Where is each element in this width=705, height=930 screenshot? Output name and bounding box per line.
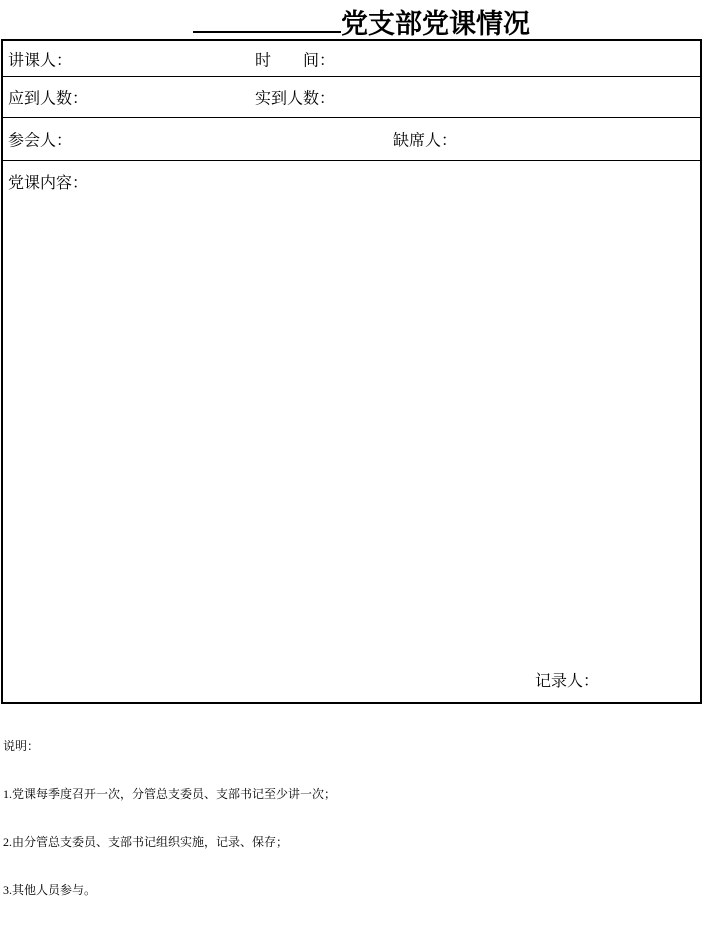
absentees-label: 缺席人：: [393, 132, 458, 150]
notes-section: [3, 706, 336, 930]
form-table: [1, 39, 702, 704]
table-row-lecturer-time: [3, 41, 700, 76]
title-text: 党支部党课情况: [341, 9, 530, 39]
participants-label: 参会人：: [8, 132, 73, 150]
page-title: [0, 1, 705, 42]
actual-count-label: 实到人数：: [255, 90, 336, 108]
lecturer-label: 讲课人：: [8, 52, 73, 69]
note-item-1: 1.党课每季度召开一次，分管总支委员、支部书记至少讲一次；: [3, 787, 337, 801]
time-label: 时 间：: [255, 52, 336, 69]
table-row-attendance-counts: [3, 76, 700, 117]
notes-heading: 说明：: [3, 739, 40, 753]
note-item-3: 3.其他人员参与。: [3, 883, 97, 897]
expected-count-label: 应到人数：: [8, 90, 89, 108]
title-blank-line: [193, 1, 341, 33]
lecture-content-label: 党课内容：: [8, 175, 89, 192]
table-row-lecture-content: [3, 160, 700, 702]
note-item-2: 2.由分管总支委员、支部书记组织实施，记录、保存；: [3, 835, 289, 849]
table-row-participants-absentees: [3, 117, 700, 160]
recorder-label: 记录人：: [535, 673, 600, 690]
